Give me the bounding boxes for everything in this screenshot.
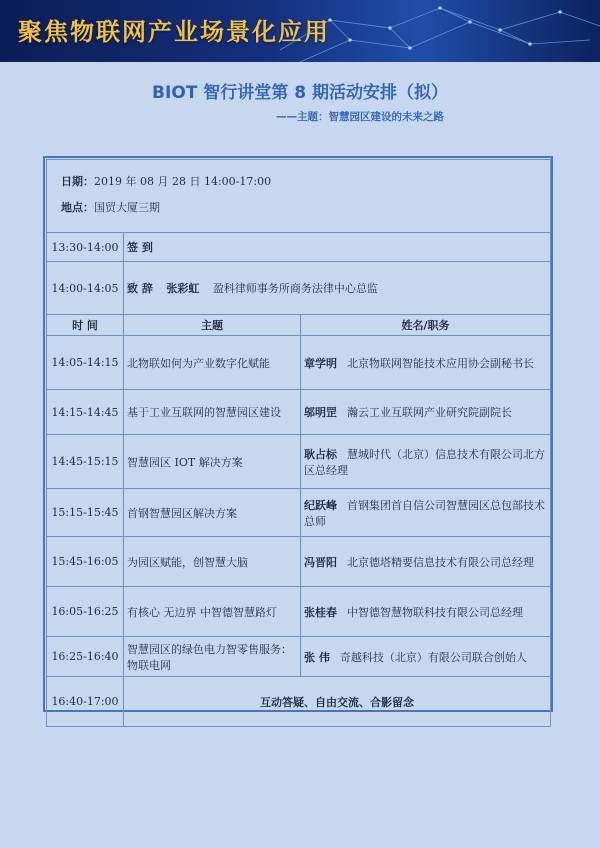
schedule-table <box>46 159 551 727</box>
place-label: 地点： <box>61 201 94 214</box>
page-subtitle: ——主题：智慧园区建设的未来之路 <box>276 111 444 123</box>
session-time: 14:45-15:15 <box>47 435 124 489</box>
speaker-title: 北京德塔精要信息技术有限公司总经理 <box>347 555 534 569</box>
session-time: 15:45-16:05 <box>47 537 124 587</box>
welcome-speaker-name: 张彩虹 <box>166 282 200 295</box>
welcome-speaker-title: 盈科律师事务所商务法律中心总监 <box>212 282 378 295</box>
session-speaker <box>301 637 551 677</box>
page-title: BIOT 智行讲堂第 8 期活动安排（拟） <box>152 83 448 103</box>
speaker-title: 首钢集团首自信公司智慧园区总包部技术总师 <box>304 498 545 528</box>
session-time: 14:15-14:45 <box>47 390 124 435</box>
date-label: 日期： <box>61 175 94 188</box>
speaker-title: 瀚云工业互联网产业研究院副院长 <box>347 406 512 419</box>
speaker-title: 慧城时代（北京）信息技术有限公司北方区总经理 <box>304 447 545 477</box>
header-speaker: 姓名/职务 <box>301 315 551 336</box>
checkin-row <box>47 233 551 262</box>
session-topic: 有核心 无边界 中智德智慧路灯 <box>124 587 301 637</box>
welcome-label: 致 辞 <box>127 282 153 295</box>
closing-time: 16:40-17:00 <box>47 677 124 727</box>
speaker-name: 章学明 <box>304 356 337 370</box>
session-topic: 基于工业互联网的智慧园区建设 <box>124 390 301 435</box>
speaker-title: 北京物联网智能技术应用协会副秘书长 <box>347 356 534 370</box>
session-speaker <box>301 390 551 435</box>
session-speaker <box>301 435 551 489</box>
session-topic: 智慧园区 IOT 解决方案 <box>124 435 301 489</box>
session-speaker <box>301 489 551 537</box>
session-topic: 智慧园区的绿色电力智零售服务：物联电网 <box>124 637 301 677</box>
date-value: 2019 年 08 月 28 日 14:00-17:00 <box>94 175 272 188</box>
header-banner <box>0 0 600 62</box>
table-row <box>47 587 551 637</box>
session-time: 14:05-14:15 <box>47 336 124 390</box>
info-row <box>47 160 551 233</box>
session-topic: 北物联如何为产业数字化赋能 <box>124 336 301 390</box>
place-value: 国贸大厦三期 <box>94 201 160 214</box>
table-row <box>47 537 551 587</box>
session-speaker <box>301 336 551 390</box>
session-topic: 首钢智慧园区解决方案 <box>124 489 301 537</box>
speaker-title: 奇越科技（北京）有限公司联合创始人 <box>339 650 527 664</box>
table-header-row <box>47 315 551 336</box>
session-speaker <box>301 587 551 637</box>
table-row <box>47 390 551 435</box>
speaker-name: 耿占标 <box>304 447 337 461</box>
speaker-name: 冯晋阳 <box>304 555 337 569</box>
table-row <box>47 336 551 390</box>
speaker-name: 张桂春 <box>304 605 337 619</box>
welcome-row <box>47 262 551 315</box>
session-speaker <box>301 537 551 587</box>
closing-row <box>47 677 551 727</box>
banner-title: 聚焦物联网产业场景化应用 <box>18 18 330 46</box>
welcome-cell <box>124 262 551 315</box>
table-row <box>47 435 551 489</box>
session-time: 16:25-16:40 <box>47 637 124 677</box>
header-time: 时 间 <box>47 315 124 336</box>
session-topic: 为园区赋能，创智慧大脑 <box>124 537 301 587</box>
welcome-time: 14:00-14:05 <box>47 262 124 315</box>
table-row <box>47 637 551 677</box>
checkin-label: 签 到 <box>124 233 551 262</box>
event-info <box>47 160 551 233</box>
table-row <box>47 489 551 537</box>
checkin-time: 13:30-14:00 <box>47 233 124 262</box>
speaker-name: 纪跃峰 <box>304 498 337 512</box>
header-topic: 主题 <box>124 315 301 336</box>
session-time: 15:15-15:45 <box>47 489 124 537</box>
session-time: 16:05-16:25 <box>47 587 124 637</box>
closing-label: 互动答疑、自由交流、合影留念 <box>124 677 551 727</box>
speaker-title: 中智德智慧物联科技有限公司总经理 <box>347 605 523 619</box>
speaker-name: 邬明罡 <box>304 406 337 419</box>
speaker-name: 张 伟 <box>304 650 330 664</box>
